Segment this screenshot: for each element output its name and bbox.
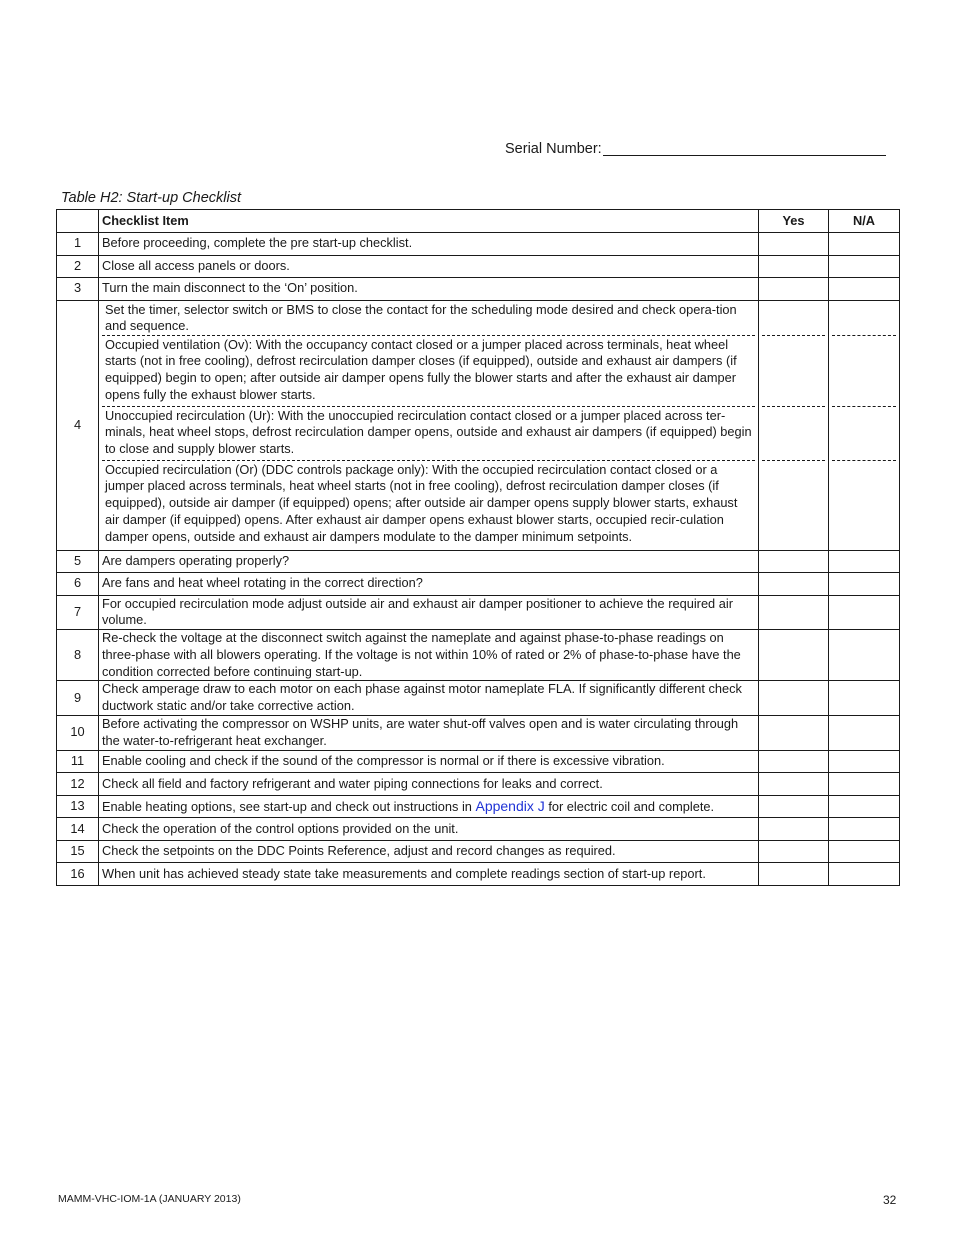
yes-cell[interactable]: [762, 336, 825, 407]
na-cell[interactable]: [829, 233, 900, 256]
yes-cell[interactable]: [759, 795, 829, 818]
row-number: 7: [57, 595, 99, 630]
yes-cell[interactable]: [759, 863, 829, 886]
na-cell[interactable]: [829, 716, 900, 751]
subitem-occupied-recirculation: Occupied recirculation (Or) (DDC controls package only): With the occupied recirculation contact closed or a jumper placed across terminals, heat wheel starts (not in free cooling), defrost recirculation damper closes (if equipped), outside air damper (if equipped) opens; after outside air damper opens supply blower starts, exhaust air damper (if equipped) opens. After exhaust air damper opens exhaust blower starts, occupied recir-culation damper opens, outside and exhaust air dampers modulate to the damper minimum setpoints.: [105, 461, 738, 544]
yes-cell[interactable]: [759, 550, 829, 573]
table-row: [57, 550, 900, 573]
row-number: 11: [57, 750, 99, 773]
yes-cell-group: [759, 300, 829, 550]
yes-cell[interactable]: [759, 818, 829, 841]
table-row: [57, 716, 900, 751]
row-subitems: [99, 300, 759, 550]
row-number: 14: [57, 818, 99, 841]
na-cell[interactable]: [829, 681, 900, 716]
yes-cell[interactable]: [759, 255, 829, 278]
serial-number-label: Serial Number:: [505, 141, 602, 157]
na-cell[interactable]: [829, 630, 900, 681]
table-header-row: [57, 210, 900, 233]
na-cell[interactable]: [829, 278, 900, 301]
table-row: [57, 840, 900, 863]
yes-cell[interactable]: [759, 681, 829, 716]
row-number: 15: [57, 840, 99, 863]
footer-page-number: 32: [883, 1193, 897, 1207]
yes-cell[interactable]: [762, 301, 825, 336]
yes-cell[interactable]: [759, 233, 829, 256]
na-cell[interactable]: [829, 773, 900, 796]
row-text: Re-check the voltage at the disconnect switch against the nameplate and against phase-to-phase readings on three-phase with all blowers operating. If the voltage is not within 10% of rated or 2% of phase-to-phase have the condition corrected before continuing start-up.: [99, 630, 759, 681]
na-cell[interactable]: [829, 573, 900, 596]
row-text: Before proceeding, complete the pre start-up checklist.: [99, 233, 759, 256]
table-row: [57, 795, 900, 818]
na-cell[interactable]: [829, 840, 900, 863]
table-row: [57, 233, 900, 256]
table-row: [57, 863, 900, 886]
na-cell[interactable]: [832, 407, 896, 461]
row-text: Are dampers operating properly?: [99, 550, 759, 573]
table-row: [57, 300, 900, 550]
yes-cell[interactable]: [759, 750, 829, 773]
row-number: 9: [57, 681, 99, 716]
table-row: [57, 750, 900, 773]
row-number: 1: [57, 233, 99, 256]
yes-cell[interactable]: [759, 630, 829, 681]
row-number: 13: [57, 795, 99, 818]
subitem-occupied-ventilation: Occupied ventilation (Ov): With the occupancy contact closed or a jumper placed across terminals, heat wheel starts (not in free cooling), defrost recirculation damper closes (if equipped), outside and exhaust air dampers (if equipped) begin to open; after outside air damper opens fully the blower starts and after the exhaust air damper opens fully the exhaust blower starts.: [102, 336, 755, 407]
na-cell[interactable]: [829, 750, 900, 773]
row-number: 16: [57, 863, 99, 886]
table-row: [57, 255, 900, 278]
table-row: [57, 681, 900, 716]
header-number: [57, 210, 99, 233]
table-row: [57, 818, 900, 841]
row-number: 5: [57, 550, 99, 573]
subitem-unoccupied-recirculation: Unoccupied recirculation (Ur): With the unoccupied recirculation contact closed or a jumper placed across ter-minals, heat wheel stops, defrost recirculation damper opens, outside and exhaust air dampers (if equipped) begin to close and supply blower starts.: [102, 407, 755, 461]
yes-cell[interactable]: [759, 573, 829, 596]
na-cell[interactable]: [832, 301, 896, 336]
yes-cell[interactable]: [762, 461, 825, 549]
table-row: [57, 630, 900, 681]
row-text: Before activating the compressor on WSHP units, are water shut-off valves open and is water circulating through the water-to-refrigerant heat exchanger.: [99, 716, 759, 751]
header-na: N/A: [829, 210, 900, 233]
yes-cell[interactable]: [762, 407, 825, 461]
row-number: 12: [57, 773, 99, 796]
na-cell[interactable]: [829, 795, 900, 818]
row-text-pre: Enable heating options, see start-up and check out instructions in: [102, 798, 476, 814]
row-text: Check amperage draw to each motor on each phase against motor nameplate FLA. If significantly different check ductwork static and/or take corrective action.: [99, 681, 759, 716]
na-cell-group: [829, 300, 900, 550]
startup-checklist-table: [56, 209, 900, 886]
row-text: [99, 795, 759, 818]
yes-cell[interactable]: [759, 840, 829, 863]
na-cell[interactable]: [829, 595, 900, 630]
row-number: 4: [57, 300, 99, 550]
table-row: [57, 773, 900, 796]
yes-cell[interactable]: [759, 773, 829, 796]
row-text: For occupied recirculation mode adjust outside air and exhaust air damper positioner to achieve the required air volume.: [99, 595, 759, 630]
row-number: 6: [57, 573, 99, 596]
row-text: When unit has achieved steady state take measurements and complete readings section of start-up report.: [99, 863, 759, 886]
subitem-timer: Set the timer, selector switch or BMS to close the contact for the scheduling mode desired and check opera-tion and sequence.: [102, 301, 755, 336]
table-row: [57, 573, 900, 596]
na-cell[interactable]: [832, 461, 896, 549]
row-number: 2: [57, 255, 99, 278]
row-text: Turn the main disconnect to the ‘On’ position.: [99, 278, 759, 301]
row-number: 3: [57, 278, 99, 301]
yes-cell[interactable]: [759, 278, 829, 301]
header-yes: Yes: [759, 210, 829, 233]
table-row: [57, 278, 900, 301]
row-text: Check the setpoints on the DDC Points Reference, adjust and record changes as required.: [99, 840, 759, 863]
row-text-post: for electric coil and complete.: [544, 798, 715, 814]
yes-cell[interactable]: [759, 595, 829, 630]
serial-number-blank: [603, 139, 886, 156]
na-cell[interactable]: [829, 818, 900, 841]
table-row: [57, 595, 900, 630]
table-caption: Table H2: Start-up Checklist: [61, 190, 241, 206]
header-checklist-item: Checklist Item: [99, 210, 759, 233]
row-number: 10: [57, 716, 99, 751]
row-text: Close all access panels or doors.: [99, 255, 759, 278]
row-text: Check the operation of the control options provided on the unit.: [99, 818, 759, 841]
na-cell[interactable]: [829, 550, 900, 573]
na-cell[interactable]: [829, 255, 900, 278]
yes-cell[interactable]: [759, 716, 829, 751]
row-text: Are fans and heat wheel rotating in the correct direction?: [99, 573, 759, 596]
footer-document-id: MAMM-VHC-IOM-1A (JANUARY 2013): [58, 1193, 241, 1205]
serial-number-field: [505, 139, 886, 157]
na-cell[interactable]: [829, 863, 900, 886]
na-cell[interactable]: [832, 336, 896, 407]
row-text: Check all field and factory refrigerant and water piping connections for leaks and correct.: [99, 773, 759, 796]
row-number: 8: [57, 630, 99, 681]
appendix-j-link[interactable]: Appendix J: [475, 797, 545, 814]
row-text: Enable cooling and check if the sound of the compressor is normal or if there is excessive vibration.: [99, 750, 759, 773]
